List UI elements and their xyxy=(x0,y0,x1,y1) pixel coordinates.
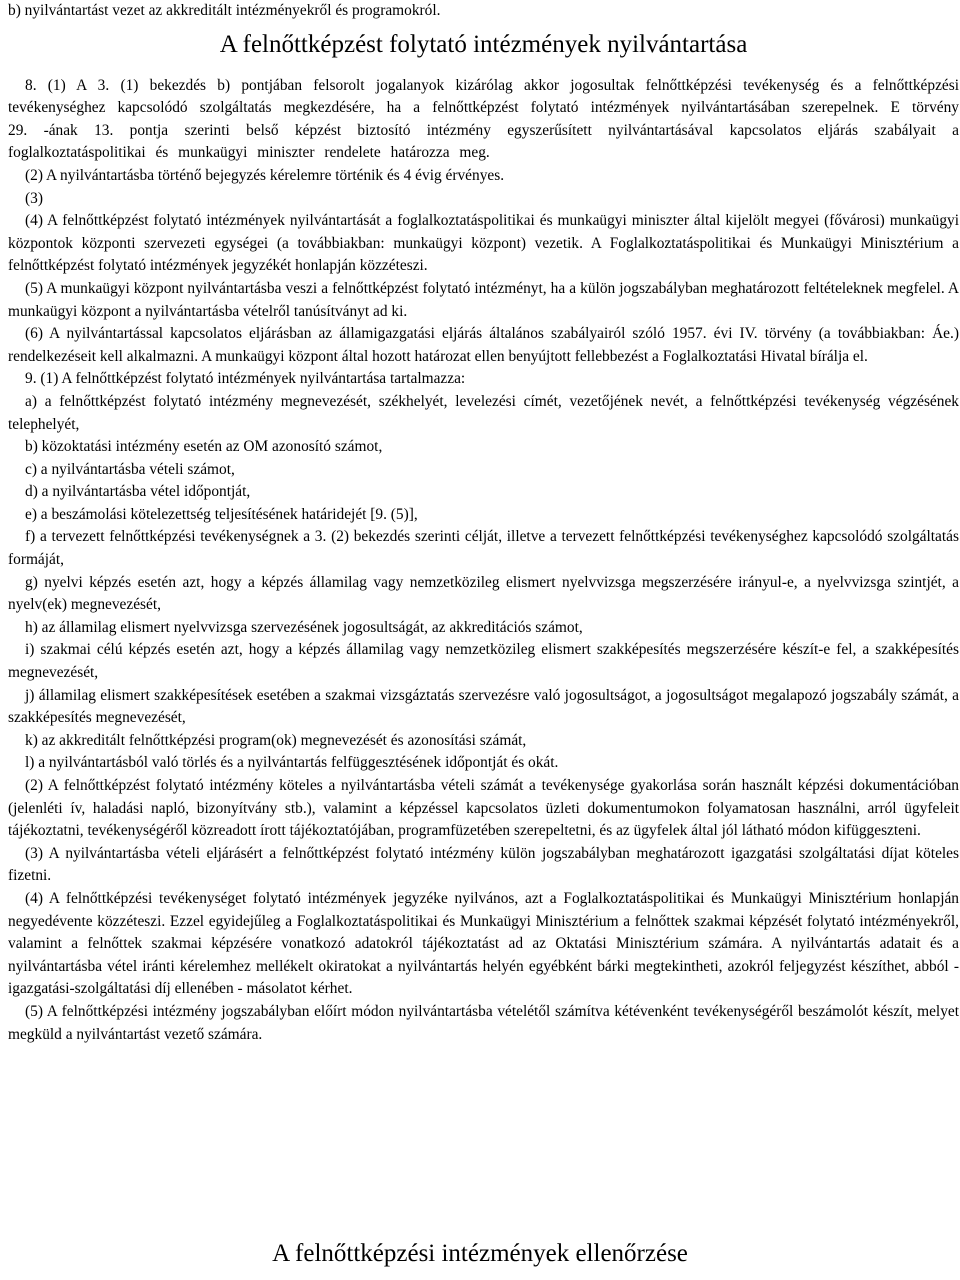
list-item: h) az államilag elismert nyelvvizsga szervezésének jogosultságát, az akkreditációs számot, xyxy=(25,618,583,636)
s9-paragraph-5: (5) A felnőttképzési intézmény jogszabályban előírt módon nyilvántartásba vételétől számítva kétévenként tevékenységéről beszámolót készít, melyet megküld a nyilvántartást vezető számára. xyxy=(8,1002,959,1043)
intro-line: b) nyilvántartást vezet az akkreditált intézményekről és programokról. xyxy=(8,2,441,19)
s9-paragraph-4: (4) A felnőttképzési tevékenységet folytató intézmények jegyzéke nyilvános, azt a Foglalkoztatáspolitikai és Munkaügyi Minisztérium honlapján negyedévente közzéteszi. Ezzel egyidejűleg a Foglalkoztatáspolitikai és Munkaügyi Minisztérium a felnőttek szakmai képzését folytató intézményekről, valamint a felnőttek szakmai képzésére vonatkozó adatokról tájékoztatást ad az Oktatási Minisztérium számára. A nyilvántartás adatait és a nyilvántartásba vétel iránti kérelemhez mellékelt okiratokat a nyilvántartás helyén egyébként bárki megtekintheti, azokról feljegyzést készíthet, abból - igazgatási-szolgáltatási díj ellenében - másolatot kérhet. xyxy=(8,889,959,998)
list-item: j) államilag elismert szakképesítések esetében a szakmai vizsgáztatás szervezésre való jogosultságot, a jogosultságot megalapozó jogszabály számát, a szakképesítés megnevezését, xyxy=(8,686,959,727)
section-9 xyxy=(8,368,959,1046)
section-8 xyxy=(8,75,959,369)
s8-paragraph-2: (2) A nyilvántartásba történő bejegyzés kérelemre történik és 4 évig érvényes. xyxy=(25,166,505,184)
s8-paragraph-4: (4) A felnőttképzést folytató intézmények nyilvántartását a foglalkoztatáspolitikai és munkaügyi miniszter által kijelölt megyei (fővárosi) munkaügyi központok központi szervezeti egységei (a továbbiakban: munkaügyi központ) vezetik. A Foglalkoztatáspolitikai és Munkaügyi Minisztérium a felnőttképzést folytató intézmények jegyzékét honlapján közzéteszi. xyxy=(8,212,959,275)
s9-intro: 9. (1) A felnőttképzést folytató intézmények nyilvántartása tartalmazza: xyxy=(25,370,466,388)
s8-paragraph-6: (6) A nyilvántartással kapcsolatos eljárásban az államigazgatási eljárás általános szabályairól szóló 1957. évi IV. törvény (a továbbiakban: Áe.) rendelkezéseit kell alkalmazni. A munkaügyi központ által hozott határozat ellen benyújtott fellebbezést a Foglalkoztatási Hivatal bírálja el. xyxy=(8,325,959,365)
s9-paragraph-2: (2) A felnőttképzést folytató intézmény köteles a nyilvántartásba vételi számát a tevékenysége gyakorlása során használt képzési dokumentációban (jelenléti ív, haladási napló, bizonyítvány stb.), valamint a képzéssel kapcsolatos üzleti dokumentumokon folyamatosan használni, arról ügyfeleit tájékoztatni, tevékenységéről közreadott írott tájékoztatójában, programfüzetében szerepeltetni, és az ügyfelek által jól látható módon kifüggeszteni. xyxy=(8,777,959,840)
list-item: l) a nyilvántartásból való törlés és a nyilvántartás felfüggesztésének időpontját és okát. xyxy=(25,754,559,772)
s8-paragraph-5: (5) A munkaügyi központ nyilvántartásba veszi a felnőttképzést folytató intézményt, ha a külön jogszabályban meghatározott feltételeknek megfelel. A munkaügyi központ a nyilvántartásba vételről tanúsítványt ad ki. xyxy=(8,279,959,320)
section-heading-control: A felnőttképzési intézmények ellenőrzése xyxy=(272,1240,688,1267)
section-heading-registry: A felnőttképzést folytató intézmények nyilvántartása xyxy=(219,30,748,58)
s8-paragraph-3: (3) xyxy=(25,189,43,207)
list-item: k) az akkreditált felnőttképzési program(ok) megnevezését és azonosítási számát, xyxy=(25,731,527,749)
list-item: i) szakmai célú képzés esetén azt, hogy a képzés államilag vagy nemzetközileg elismert szakképesítés megszerzésére készít-e fel, a szakképesítés megnevezését, xyxy=(8,641,959,682)
list-item: d) a nyilvántartásba vétel időpontját, xyxy=(25,483,251,501)
list-item: c) a nyilvántartásba vételi számot, xyxy=(25,460,235,478)
list-item: a) a felnőttképzést folytató intézmény megnevezését, székhelyét, levelezési címét, vezetőjének nevét, a felnőttképzési tevékenység végzésének telephelyét, xyxy=(8,392,959,433)
s9-paragraph-3: (3) A nyilvántartásba vételi eljárásért a felnőttképzést folytató intézmény külön jogszabályban meghatározott igazgatási szolgáltatási díjat köteles fizetni. xyxy=(8,844,959,885)
document-body xyxy=(8,0,959,1046)
s8-paragraph-1: 8. (1) A 3. (1) bekezdés b) pontjában felsorolt jogalanyok kizárólag akkor jogosultak felnőttképzési tevékenység és a felnőttképzési tevékenységhez kapcsolódó szolgáltatás megkezdésére, ha a felnőttképzést folytató intézmények nyilvántartásában szerepelnek. E törvény 29. -ának 13. pontja szerinti belső képzést biztosító intézmény egyszerűsített nyilvántartásával kapcsolatos eljárás szabályait a foglalkoztatáspolitikai és munkaügyi miniszter rendelete határozza meg. xyxy=(8,76,959,162)
list-item: g) nyelvi képzés esetén azt, hogy a képzés államilag vagy nemzetközileg elismert nyelvvizsga megszerzésére irányul-e, a nyelvvizsga szintjét, a nyelv(ek) megnevezését, xyxy=(8,573,959,614)
list-item: b) közoktatási intézmény esetén az OM azonosító számot, xyxy=(25,438,383,456)
list-item: f) a tervezett felnőttképzési tevékenységnek a 3. (2) bekezdés szerinti célját, illetve a tervezett felnőttképzési tevékenységhez kapcsolódó szolgáltatás formáját, xyxy=(8,528,959,569)
list-item: e) a beszámolási kötelezettség teljesítésének határidejét [9. (5)], xyxy=(25,505,418,523)
